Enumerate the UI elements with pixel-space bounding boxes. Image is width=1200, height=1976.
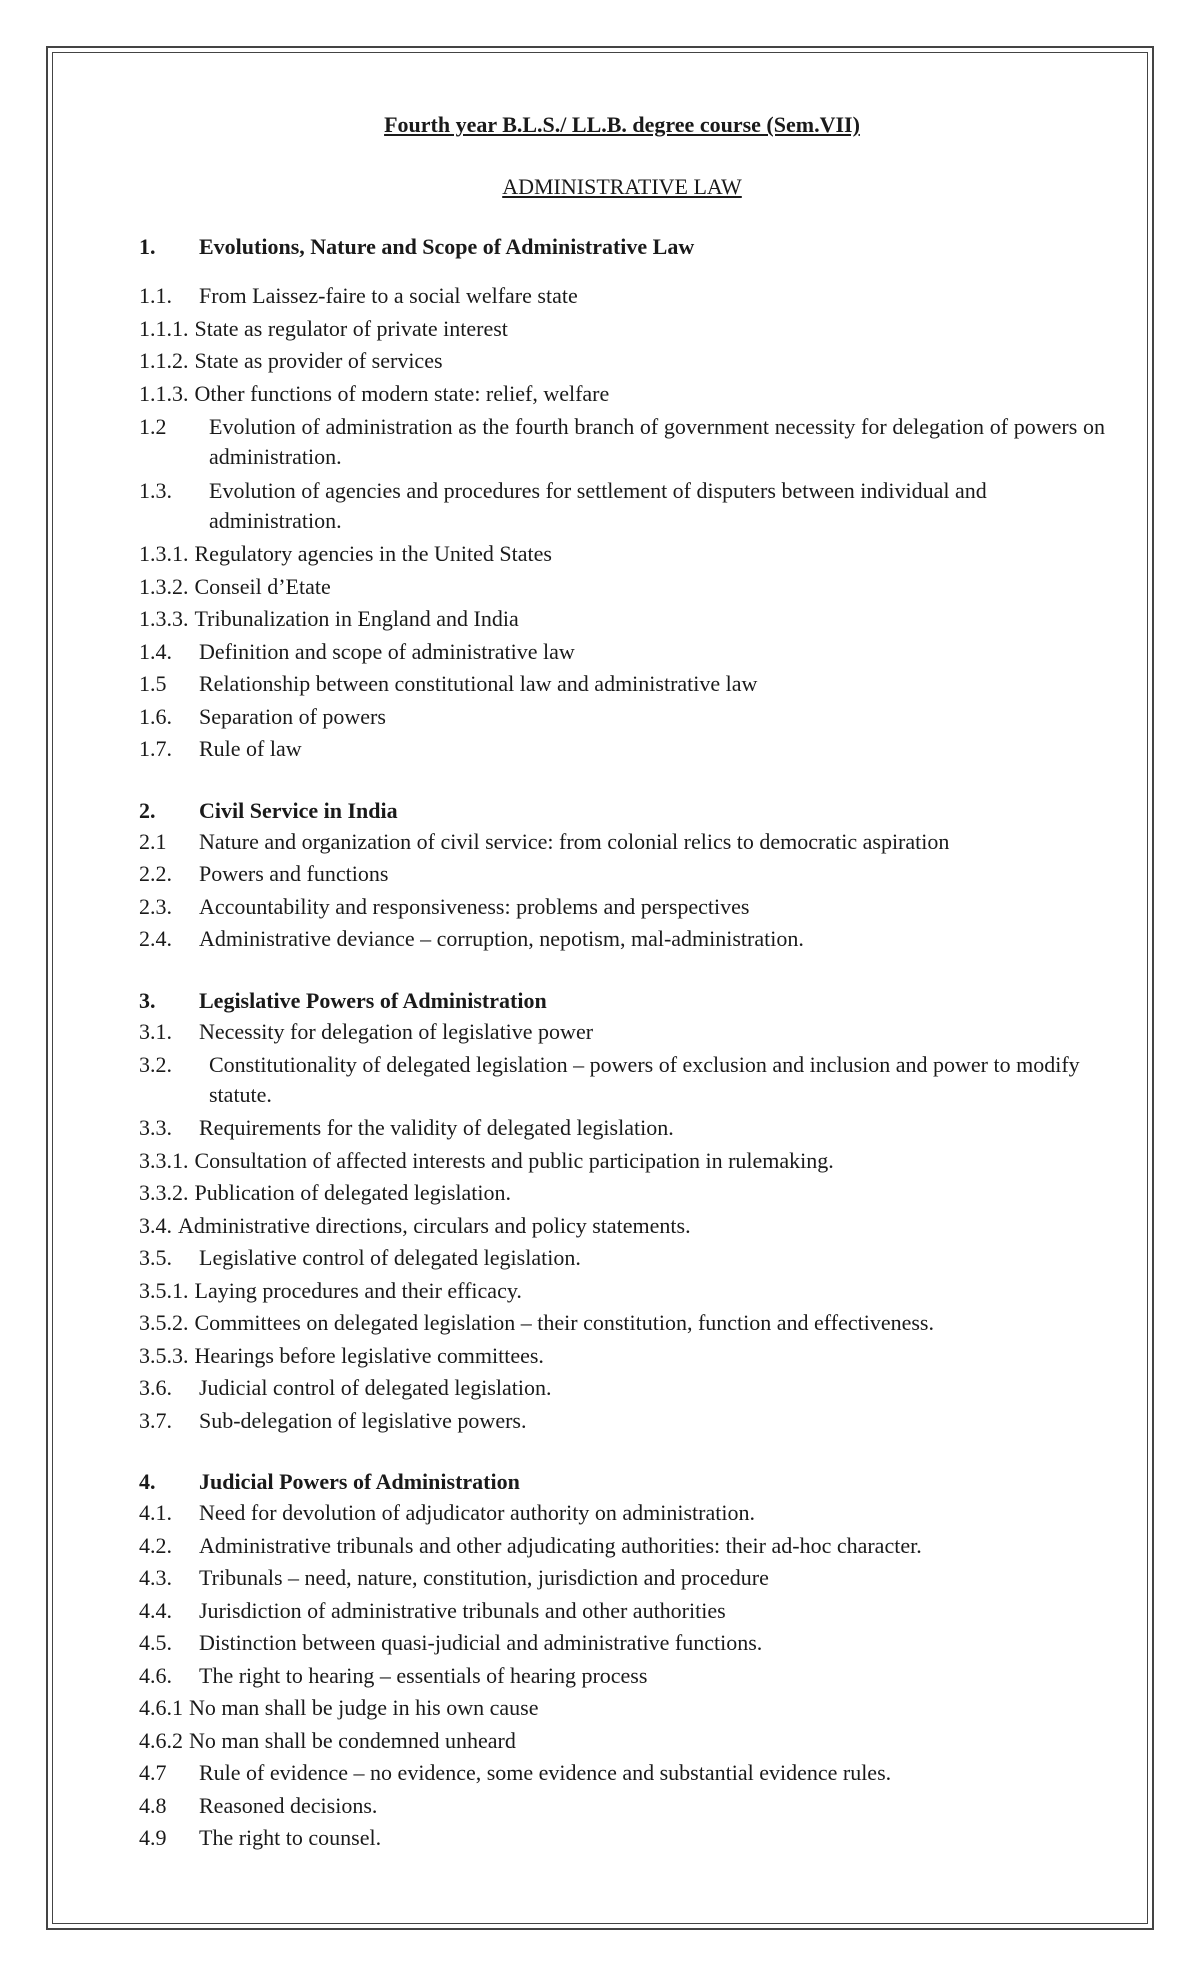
list-item bbox=[139, 858, 1105, 891]
item-number: 1.2 bbox=[139, 414, 167, 439]
item-number: 3.3.2. bbox=[139, 1180, 189, 1205]
list-item bbox=[139, 668, 1105, 701]
list-item bbox=[139, 1822, 1105, 1855]
list-item bbox=[139, 378, 1105, 411]
item-text: Tribunals – need, nature, constitution, jurisdiction and procedure bbox=[199, 1565, 769, 1590]
item-number: 3.1. bbox=[139, 1018, 172, 1044]
item-text: State as regulator of private interest bbox=[194, 315, 508, 341]
item-number: 4.7 bbox=[139, 1760, 167, 1785]
item-number: 3.2. bbox=[139, 1052, 172, 1077]
list-item bbox=[139, 1595, 1105, 1628]
item-text: Legislative control of delegated legislation. bbox=[199, 1245, 581, 1270]
section-number: 2. bbox=[139, 797, 156, 823]
section-heading bbox=[139, 796, 1105, 826]
section-title: Judicial Powers of Administration bbox=[199, 1469, 520, 1494]
document-body bbox=[139, 110, 1105, 1855]
list-item bbox=[139, 1242, 1105, 1275]
section-title: Legislative Powers of Administration bbox=[199, 987, 547, 1013]
item-number: 2.1 bbox=[139, 828, 167, 854]
section-title: Civil Service in India bbox=[199, 797, 398, 823]
item-number: 4.9 bbox=[139, 1825, 167, 1850]
list-item bbox=[139, 1210, 1105, 1243]
item-text: Evolution of administration as the fourth branch of government necessity for delegation of powers on administration. bbox=[209, 414, 1105, 469]
item-number: 4.6. bbox=[139, 1662, 172, 1688]
list-item bbox=[139, 826, 1105, 859]
item-number: 1.3.3. bbox=[139, 606, 189, 631]
list-item bbox=[139, 1790, 1105, 1823]
item-text: The right to hearing – essentials of hearing process bbox=[199, 1662, 648, 1688]
syllabus-sections bbox=[139, 232, 1105, 1855]
item-text: Laying procedures and their efficacy. bbox=[194, 1277, 522, 1303]
item-number: 4.1. bbox=[139, 1500, 172, 1525]
list-item bbox=[139, 410, 1105, 474]
item-number: 3.4. bbox=[139, 1212, 172, 1238]
item-number: 4.4. bbox=[139, 1597, 172, 1623]
list-item bbox=[139, 571, 1105, 604]
item-text: Rule of evidence – no evidence, some evidence and substantial evidence rules. bbox=[199, 1760, 892, 1785]
item-number: 4.2. bbox=[139, 1532, 172, 1558]
list-item bbox=[139, 313, 1105, 346]
item-number: 4.8 bbox=[139, 1792, 167, 1818]
item-number: 4.5. bbox=[139, 1630, 172, 1655]
item-number: 1.3. bbox=[139, 478, 172, 503]
item-text: Constitutionality of delegated legislation – powers of exclusion and inclusion and power to modify statute. bbox=[209, 1052, 1080, 1107]
item-text: Distinction between quasi-judicial and administrative functions. bbox=[199, 1630, 763, 1655]
section-heading bbox=[139, 232, 1105, 262]
section-heading bbox=[139, 1467, 1105, 1497]
item-text: Separation of powers bbox=[199, 703, 386, 729]
list-item bbox=[139, 474, 1105, 538]
item-text: Administrative tribunals and other adjudicating authorities: their ad-hoc character. bbox=[199, 1532, 922, 1558]
item-text: Conseil d’Etate bbox=[194, 573, 331, 599]
item-number: 3.6. bbox=[139, 1375, 172, 1400]
section-heading bbox=[139, 986, 1105, 1016]
item-number: 4.6.1 bbox=[139, 1695, 183, 1720]
list-item bbox=[139, 1275, 1105, 1308]
list-item bbox=[139, 1177, 1105, 1210]
item-number: 1.7. bbox=[139, 736, 172, 761]
list-item bbox=[139, 1757, 1105, 1790]
list-item bbox=[139, 603, 1105, 636]
item-number: 2.4. bbox=[139, 926, 172, 951]
item-text: Sub-delegation of legislative powers. bbox=[199, 1407, 527, 1433]
list-item bbox=[139, 1016, 1105, 1049]
item-text: Accountability and responsiveness: problems and perspectives bbox=[199, 893, 750, 919]
item-text: No man shall be judge in his own cause bbox=[189, 1695, 539, 1720]
item-text: Powers and functions bbox=[199, 861, 389, 886]
item-text: Publication of delegated legislation. bbox=[194, 1180, 511, 1205]
item-text: Relationship between constitutional law and administrative law bbox=[199, 671, 758, 696]
list-item bbox=[139, 538, 1105, 571]
item-text: Evolution of agencies and procedures for settlement of disputers between individual and administration. bbox=[209, 478, 987, 533]
item-text: State as provider of services bbox=[194, 348, 443, 373]
item-number: 2.3. bbox=[139, 893, 172, 919]
item-number: 3.3. bbox=[139, 1115, 172, 1140]
item-number: 1.3.2. bbox=[139, 573, 189, 599]
item-number: 3.3.1. bbox=[139, 1147, 189, 1173]
list-item bbox=[139, 1307, 1105, 1340]
item-text: Need for devolution of adjudicator authority on administration. bbox=[199, 1500, 755, 1525]
item-number: 1.3.1. bbox=[139, 541, 189, 566]
item-text: Administrative directions, circulars and policy statements. bbox=[178, 1212, 691, 1238]
item-text: Reasoned decisions. bbox=[199, 1792, 378, 1818]
list-item bbox=[139, 1340, 1105, 1373]
list-item bbox=[139, 1660, 1105, 1693]
section-number: 3. bbox=[139, 987, 156, 1013]
list-item bbox=[139, 891, 1105, 924]
list-item bbox=[139, 1530, 1105, 1563]
list-item bbox=[139, 636, 1105, 669]
item-number: 1.4. bbox=[139, 638, 172, 664]
list-item bbox=[139, 1692, 1105, 1725]
item-text: Administrative deviance – corruption, nepotism, mal-administration. bbox=[199, 926, 804, 951]
item-text: From Laissez-faire to a social welfare state bbox=[199, 283, 578, 308]
subject-title: ADMINISTRATIVE LAW bbox=[502, 174, 742, 199]
item-number: 2.2. bbox=[139, 861, 172, 886]
item-number: 1.1.1. bbox=[139, 315, 189, 341]
item-text: Regulatory agencies in the United States bbox=[194, 541, 552, 566]
list-item bbox=[139, 1372, 1105, 1405]
list-item bbox=[139, 1562, 1105, 1595]
list-item bbox=[139, 1497, 1105, 1530]
item-text: Nature and organization of civil service: from colonial relics to democratic aspiration bbox=[199, 828, 950, 854]
section-title: Evolutions, Nature and Scope of Administrative Law bbox=[199, 234, 695, 259]
item-text: No man shall be condemned unheard bbox=[189, 1727, 516, 1753]
item-text: The right to counsel. bbox=[199, 1825, 382, 1850]
list-item bbox=[139, 923, 1105, 956]
item-number: 4.3. bbox=[139, 1565, 172, 1590]
item-text: Definition and scope of administrative law bbox=[199, 638, 575, 664]
item-text: Hearings before legislative committees. bbox=[194, 1342, 544, 1368]
item-text: Consultation of affected interests and public participation in rulemaking. bbox=[194, 1147, 834, 1173]
list-item bbox=[139, 1145, 1105, 1178]
list-item bbox=[139, 1627, 1105, 1660]
item-number: 1.5 bbox=[139, 671, 167, 696]
item-text: Judicial control of delegated legislation. bbox=[199, 1375, 552, 1400]
page-title: Fourth year B.L.S./ LL.B. degree course (Sem.VII) bbox=[384, 112, 860, 137]
section-1 bbox=[139, 232, 1105, 766]
item-number: 3.5. bbox=[139, 1245, 172, 1270]
item-number: 4.6.2 bbox=[139, 1727, 183, 1753]
item-text: Jurisdiction of administrative tribunals and other authorities bbox=[199, 1597, 726, 1623]
section-4 bbox=[139, 1467, 1105, 1855]
item-text: Necessity for delegation of legislative power bbox=[199, 1018, 594, 1044]
item-text: Other functions of modern state: relief, welfare bbox=[194, 380, 610, 406]
list-item bbox=[139, 280, 1105, 313]
list-item bbox=[139, 1405, 1105, 1438]
item-number: 1.1.2. bbox=[139, 348, 189, 373]
list-item bbox=[139, 1112, 1105, 1145]
list-item bbox=[139, 733, 1105, 766]
section-3 bbox=[139, 986, 1105, 1438]
item-number: 1.1.3. bbox=[139, 380, 189, 406]
section-number: 1. bbox=[139, 234, 156, 259]
list-item bbox=[139, 1725, 1105, 1758]
item-number: 3.5.2. bbox=[139, 1310, 189, 1335]
item-number: 3.5.3. bbox=[139, 1342, 189, 1368]
item-text: Tribunalization in England and India bbox=[194, 606, 519, 631]
item-text: Rule of law bbox=[199, 736, 302, 761]
list-item bbox=[139, 1048, 1105, 1112]
item-text: Committees on delegated legislation – their constitution, function and effectiveness. bbox=[194, 1310, 934, 1335]
list-item bbox=[139, 701, 1105, 734]
section-number: 4. bbox=[139, 1469, 156, 1494]
list-item bbox=[139, 345, 1105, 378]
item-text: Requirements for the validity of delegated legislation. bbox=[199, 1115, 674, 1140]
item-number: 1.6. bbox=[139, 703, 172, 729]
item-number: 1.1. bbox=[139, 283, 172, 308]
item-number: 3.7. bbox=[139, 1407, 172, 1433]
section-2 bbox=[139, 796, 1105, 956]
item-number: 3.5.1. bbox=[139, 1277, 189, 1303]
